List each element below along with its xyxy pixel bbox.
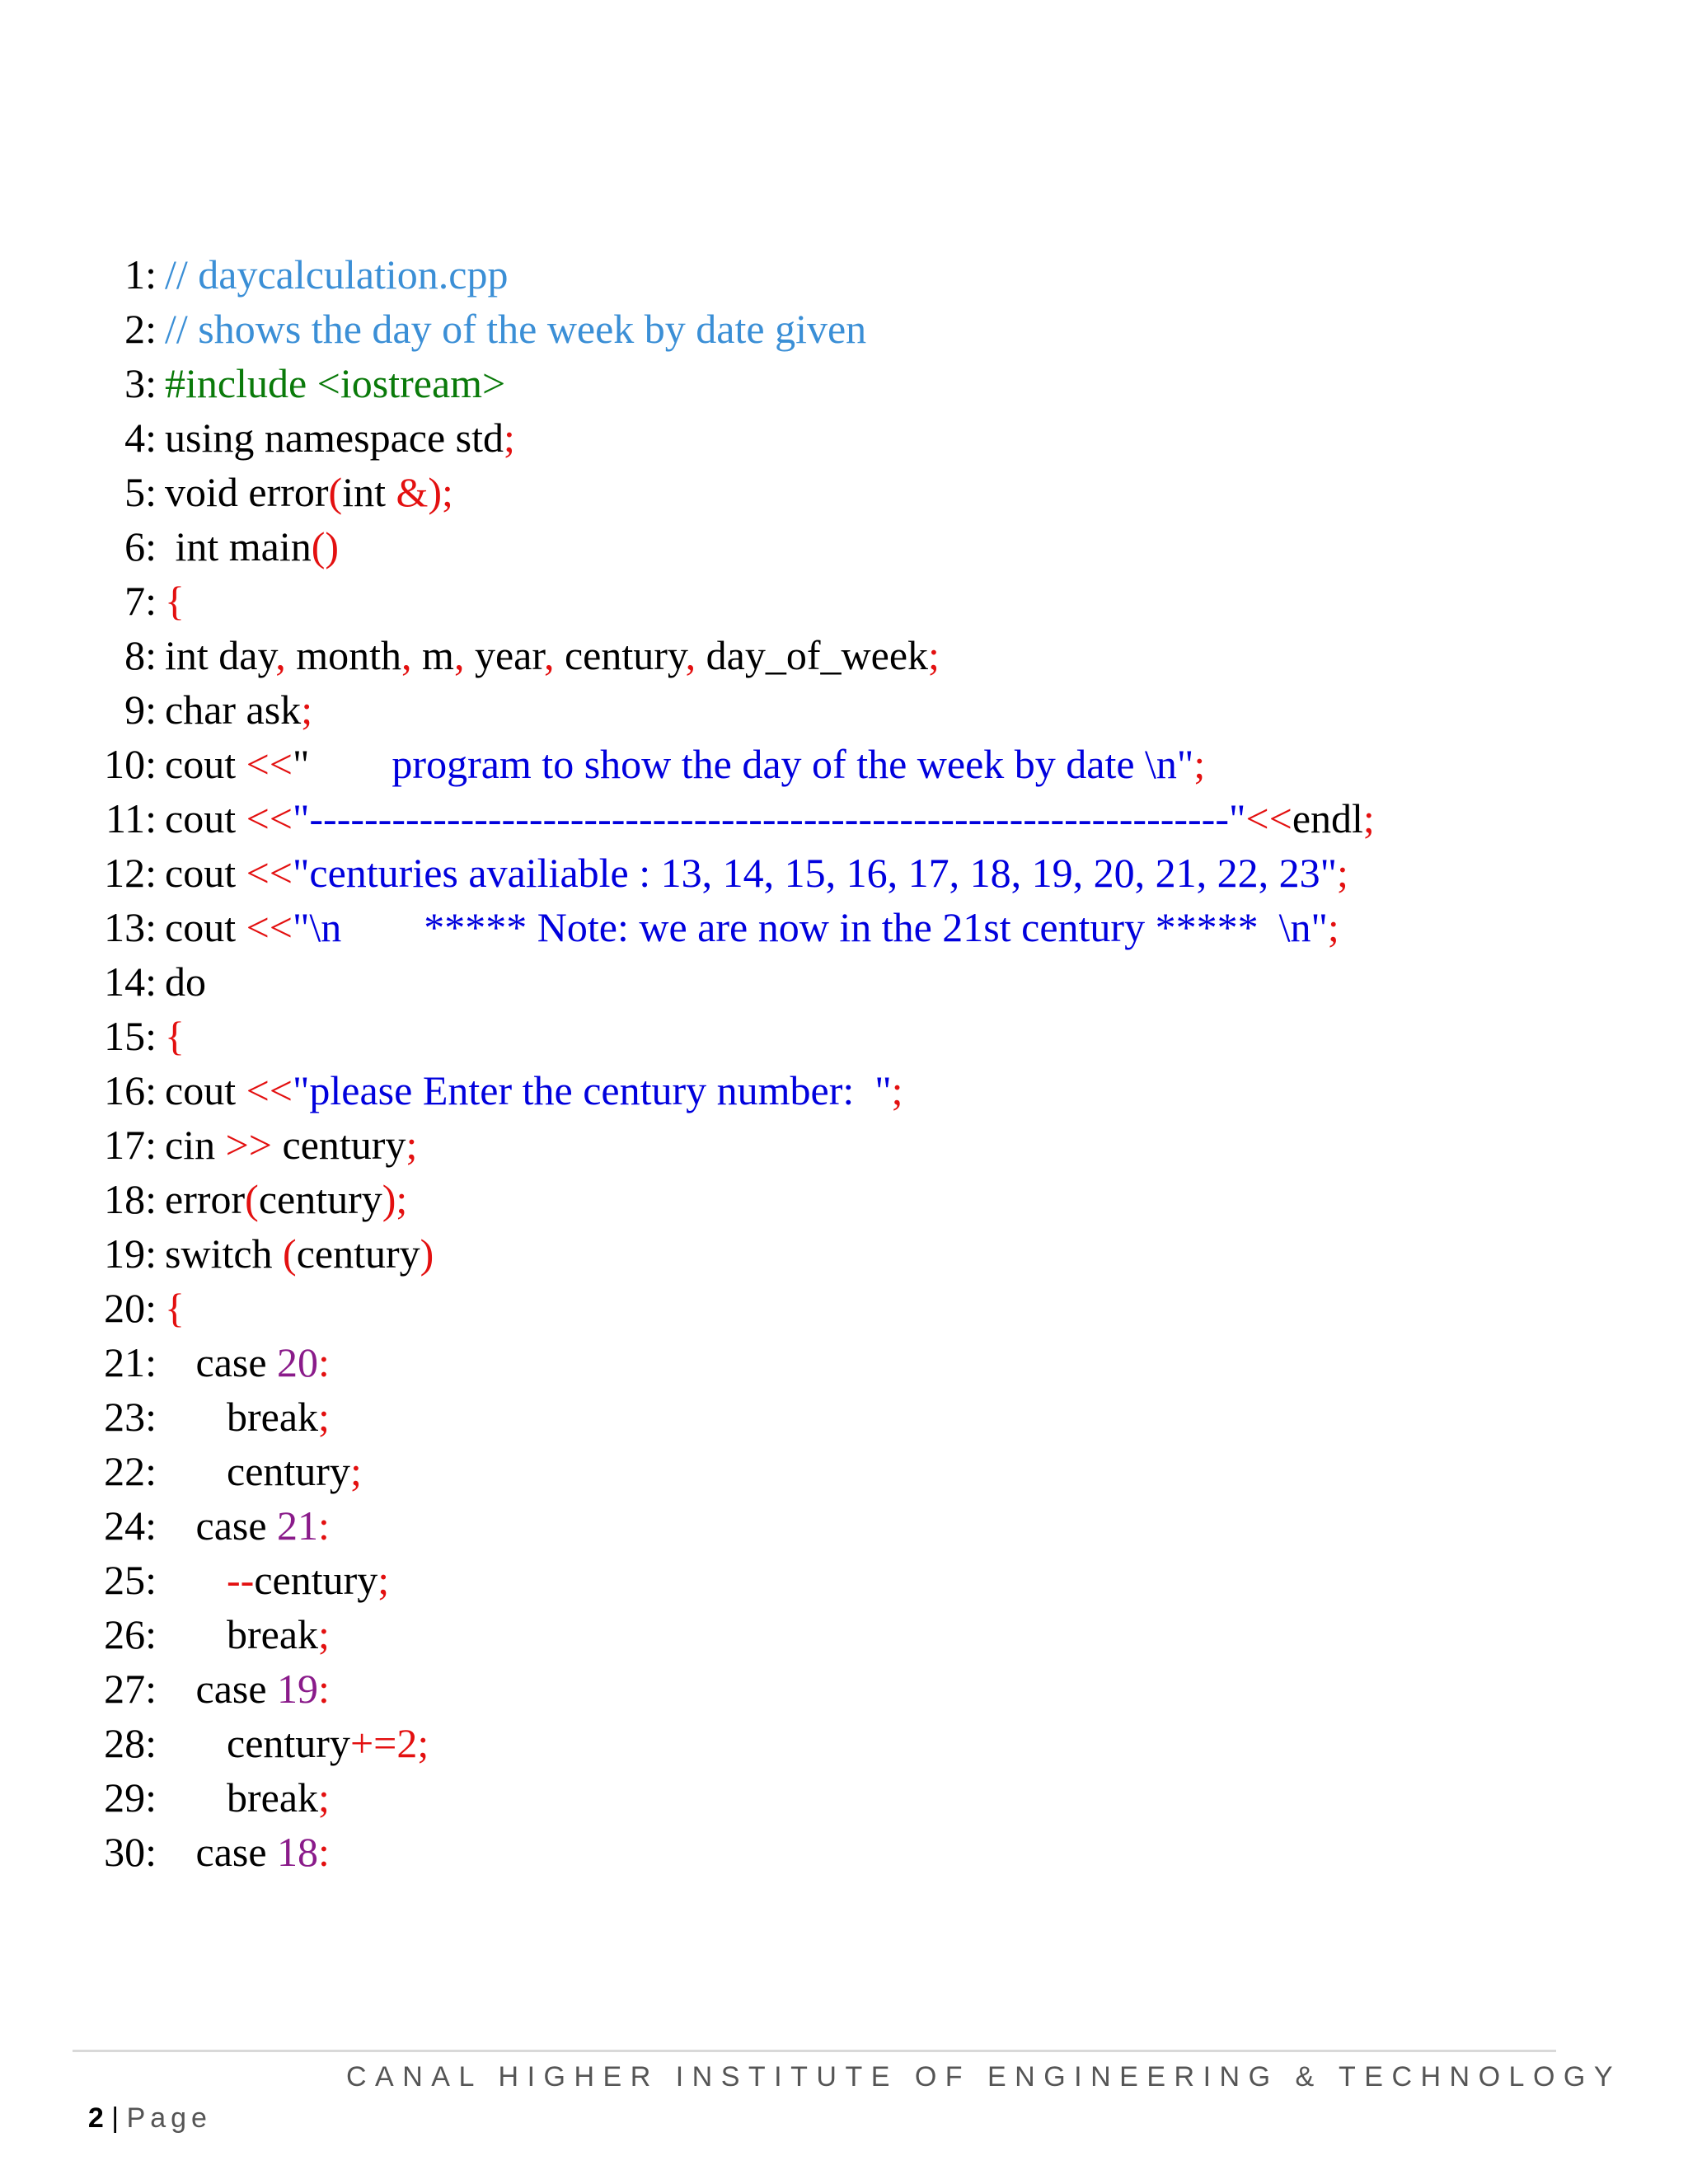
code-line	[0, 1607, 330, 1661]
code-token: break	[165, 1394, 319, 1440]
code-line	[0, 1390, 330, 1444]
line-number: 29:	[104, 1774, 157, 1821]
code-token: century	[165, 1448, 350, 1494]
code-token: :	[318, 1666, 330, 1712]
code-text	[165, 954, 206, 1009]
code-token: {	[165, 1013, 185, 1059]
line-number: 18:	[104, 1176, 157, 1222]
code-line	[0, 628, 940, 682]
code-text	[165, 1390, 330, 1444]
code-line	[0, 1661, 330, 1716]
code-token: :	[318, 1502, 330, 1549]
code-token: case	[165, 1829, 278, 1875]
line-number: 1:	[124, 251, 157, 298]
code-token: endl	[1292, 795, 1363, 841]
code-token: (	[328, 469, 343, 515]
line-number: 6:	[124, 523, 157, 569]
code-token: break	[165, 1774, 319, 1821]
code-text	[165, 519, 339, 574]
code-token: )	[420, 1230, 434, 1277]
code-token: cout	[165, 741, 246, 787]
code-text	[165, 1281, 185, 1335]
code-text	[165, 1444, 362, 1498]
code-text	[165, 628, 940, 682]
code-text	[165, 1335, 330, 1390]
code-text	[165, 1226, 434, 1281]
code-token: error	[165, 1176, 246, 1222]
code-token: ;	[301, 687, 313, 733]
code-token: month	[285, 632, 402, 678]
code-line	[0, 846, 1348, 900]
code-token: ;	[377, 1557, 390, 1603]
code-line	[0, 356, 506, 410]
line-number: 2:	[124, 306, 157, 352]
code-token: // daycalculation.cpp	[165, 251, 509, 298]
code-token: program to show the day of the week by date \n"	[392, 741, 1194, 787]
code-token: <<	[246, 850, 293, 896]
code-token: year	[464, 632, 544, 678]
code-token: +=2;	[349, 1720, 429, 1766]
code-token: :	[318, 1339, 330, 1385]
code-token: day_of_week	[696, 632, 929, 678]
line-number: 23:	[104, 1394, 157, 1440]
code-token: ;	[318, 1774, 330, 1821]
code-text	[165, 302, 866, 356]
code-line	[0, 465, 453, 519]
code-token: "\n ***** Note: we are now in the 21st century ***** \n"	[293, 904, 1328, 950]
code-token: ,	[543, 632, 555, 678]
code-token: {	[165, 578, 185, 624]
code-token: cout	[165, 795, 246, 841]
code-token: century	[296, 1230, 420, 1277]
code-token: ;	[928, 632, 940, 678]
code-text	[165, 1716, 429, 1770]
code-token: ;	[1337, 850, 1348, 896]
code-token: &);	[396, 469, 453, 515]
code-line	[0, 1716, 429, 1770]
institute-name: CANAL HIGHER INSTITUTE OF ENGINEERING & TECHNOLOGY	[346, 2061, 1622, 2093]
code-token: "	[293, 741, 392, 787]
code-text	[165, 1172, 407, 1226]
code-line	[0, 410, 515, 465]
code-token: // shows the day of the week by date given	[165, 306, 867, 352]
footer-divider	[73, 2050, 1556, 2052]
code-text	[165, 1063, 903, 1118]
code-token: (	[283, 1230, 297, 1277]
line-number: 8:	[124, 632, 157, 678]
code-token: 21	[277, 1502, 319, 1549]
code-line	[0, 737, 1206, 791]
code-line	[0, 1009, 185, 1063]
line-number: 28:	[104, 1720, 157, 1766]
code-line	[0, 1063, 903, 1118]
line-number: 27:	[104, 1666, 157, 1712]
code-text	[165, 791, 1375, 846]
code-text	[165, 846, 1348, 900]
code-text	[165, 247, 509, 302]
code-token: m	[411, 632, 454, 678]
code-token: <<	[246, 741, 293, 787]
code-line	[0, 1825, 330, 1879]
code-token: (	[245, 1176, 259, 1222]
code-token: ;	[891, 1067, 903, 1113]
code-line	[0, 682, 313, 737]
code-text	[165, 1825, 330, 1879]
code-token: do	[165, 958, 206, 1005]
code-token: century	[254, 1557, 378, 1603]
code-token: 19	[277, 1666, 319, 1712]
page-footer	[73, 2056, 212, 2134]
code-token: {	[165, 1285, 185, 1331]
code-token: century	[258, 1176, 382, 1222]
line-number: 5:	[124, 469, 157, 515]
code-token: cout	[165, 1067, 246, 1113]
code-line	[0, 1172, 408, 1226]
code-text	[165, 1661, 330, 1716]
line-number: 14:	[104, 958, 157, 1005]
code-token: int main	[165, 523, 312, 569]
code-token: );	[382, 1176, 408, 1222]
code-token: cin	[165, 1122, 226, 1168]
code-line	[0, 900, 1339, 954]
code-token: #include <iostream>	[165, 360, 506, 406]
code-token: ;	[1362, 795, 1375, 841]
code-token: ,	[453, 632, 465, 678]
code-token: case	[165, 1666, 278, 1712]
code-token: "please Enter the century number: "	[293, 1067, 892, 1113]
code-token: int	[342, 469, 396, 515]
code-token: switch	[165, 1230, 284, 1277]
code-line	[0, 1226, 434, 1281]
line-number: 19:	[104, 1230, 157, 1277]
code-token: ;	[504, 415, 515, 461]
code-token: using namespace std	[165, 415, 504, 461]
line-number: 25:	[104, 1557, 157, 1603]
code-token: ,	[275, 632, 286, 678]
code-text	[165, 1009, 185, 1063]
code-token: ,	[401, 632, 412, 678]
code-text	[165, 574, 185, 628]
code-line	[0, 519, 340, 574]
line-number: 16:	[104, 1067, 157, 1113]
code-token: ;	[318, 1611, 330, 1657]
code-token: ()	[311, 523, 340, 569]
code-text	[165, 356, 505, 410]
line-number: 21:	[104, 1339, 157, 1385]
code-token: case	[165, 1502, 278, 1549]
line-number: 7:	[124, 578, 157, 624]
code-line	[0, 302, 867, 356]
line-number: 11:	[105, 795, 157, 841]
code-line	[0, 1444, 362, 1498]
code-token: <<	[246, 795, 293, 841]
code-token: <<	[246, 1067, 293, 1113]
code-token: ;	[1193, 741, 1206, 787]
page-label: Page	[126, 2102, 212, 2134]
line-number: 17:	[104, 1122, 157, 1168]
code-text	[165, 465, 453, 519]
code-token: ,	[685, 632, 696, 678]
code-text	[165, 1118, 417, 1172]
code-line	[0, 1281, 185, 1335]
line-number: 22:	[104, 1448, 157, 1494]
code-text	[165, 1770, 330, 1825]
code-token: ;	[1327, 904, 1339, 950]
code-line	[0, 1553, 390, 1607]
line-number: 26:	[104, 1611, 157, 1657]
code-token: char ask	[165, 687, 302, 733]
line-number: 10:	[104, 741, 157, 787]
code-token	[165, 1557, 227, 1603]
line-number: 4:	[124, 415, 157, 461]
line-number: 13:	[104, 904, 157, 950]
code-token: <<	[246, 904, 293, 950]
code-token: cout	[165, 850, 246, 896]
code-token: century	[165, 1720, 350, 1766]
line-number: 15:	[104, 1013, 157, 1059]
code-token: "-------------------------------------------------------------------"	[293, 795, 1246, 841]
code-text	[165, 900, 1339, 954]
code-line	[0, 1118, 418, 1172]
code-line	[0, 574, 185, 628]
line-number: 3:	[124, 360, 157, 406]
code-token: >>	[225, 1122, 272, 1168]
code-text	[165, 737, 1205, 791]
line-number: 20:	[104, 1285, 157, 1331]
code-text	[165, 682, 312, 737]
code-token: 18	[277, 1829, 319, 1875]
code-line	[0, 247, 509, 302]
code-line	[0, 1498, 330, 1553]
code-token: case	[165, 1339, 278, 1385]
code-token: void error	[165, 469, 329, 515]
code-token: century	[554, 632, 686, 678]
code-token: century	[272, 1122, 406, 1168]
code-line	[0, 1335, 330, 1390]
page-number: 2	[87, 2102, 104, 2134]
code-token: --	[227, 1557, 255, 1603]
code-token: cout	[165, 904, 246, 950]
line-number: 24:	[104, 1502, 157, 1549]
footer-separator: |	[103, 2102, 127, 2134]
code-line	[0, 791, 1375, 846]
code-token: 20	[277, 1339, 319, 1385]
code-text	[165, 1607, 330, 1661]
code-text	[165, 1498, 330, 1553]
code-text	[165, 1553, 389, 1607]
code-token: ;	[318, 1394, 330, 1440]
code-token: :	[318, 1829, 330, 1875]
line-number: 9:	[124, 687, 157, 733]
code-token: int day	[165, 632, 276, 678]
code-line	[0, 1770, 330, 1825]
code-text	[165, 410, 515, 465]
line-number: 30:	[104, 1829, 157, 1875]
code-token: break	[165, 1611, 319, 1657]
code-token: <<	[1245, 795, 1292, 841]
line-number: 12:	[104, 850, 157, 896]
code-line	[0, 954, 206, 1009]
code-token: "centuries availiable : 13, 14, 15, 16, 17, 18, 19, 20, 21, 22, 23"	[293, 850, 1338, 896]
code-token: ;	[349, 1448, 362, 1494]
code-token: ;	[406, 1122, 418, 1168]
